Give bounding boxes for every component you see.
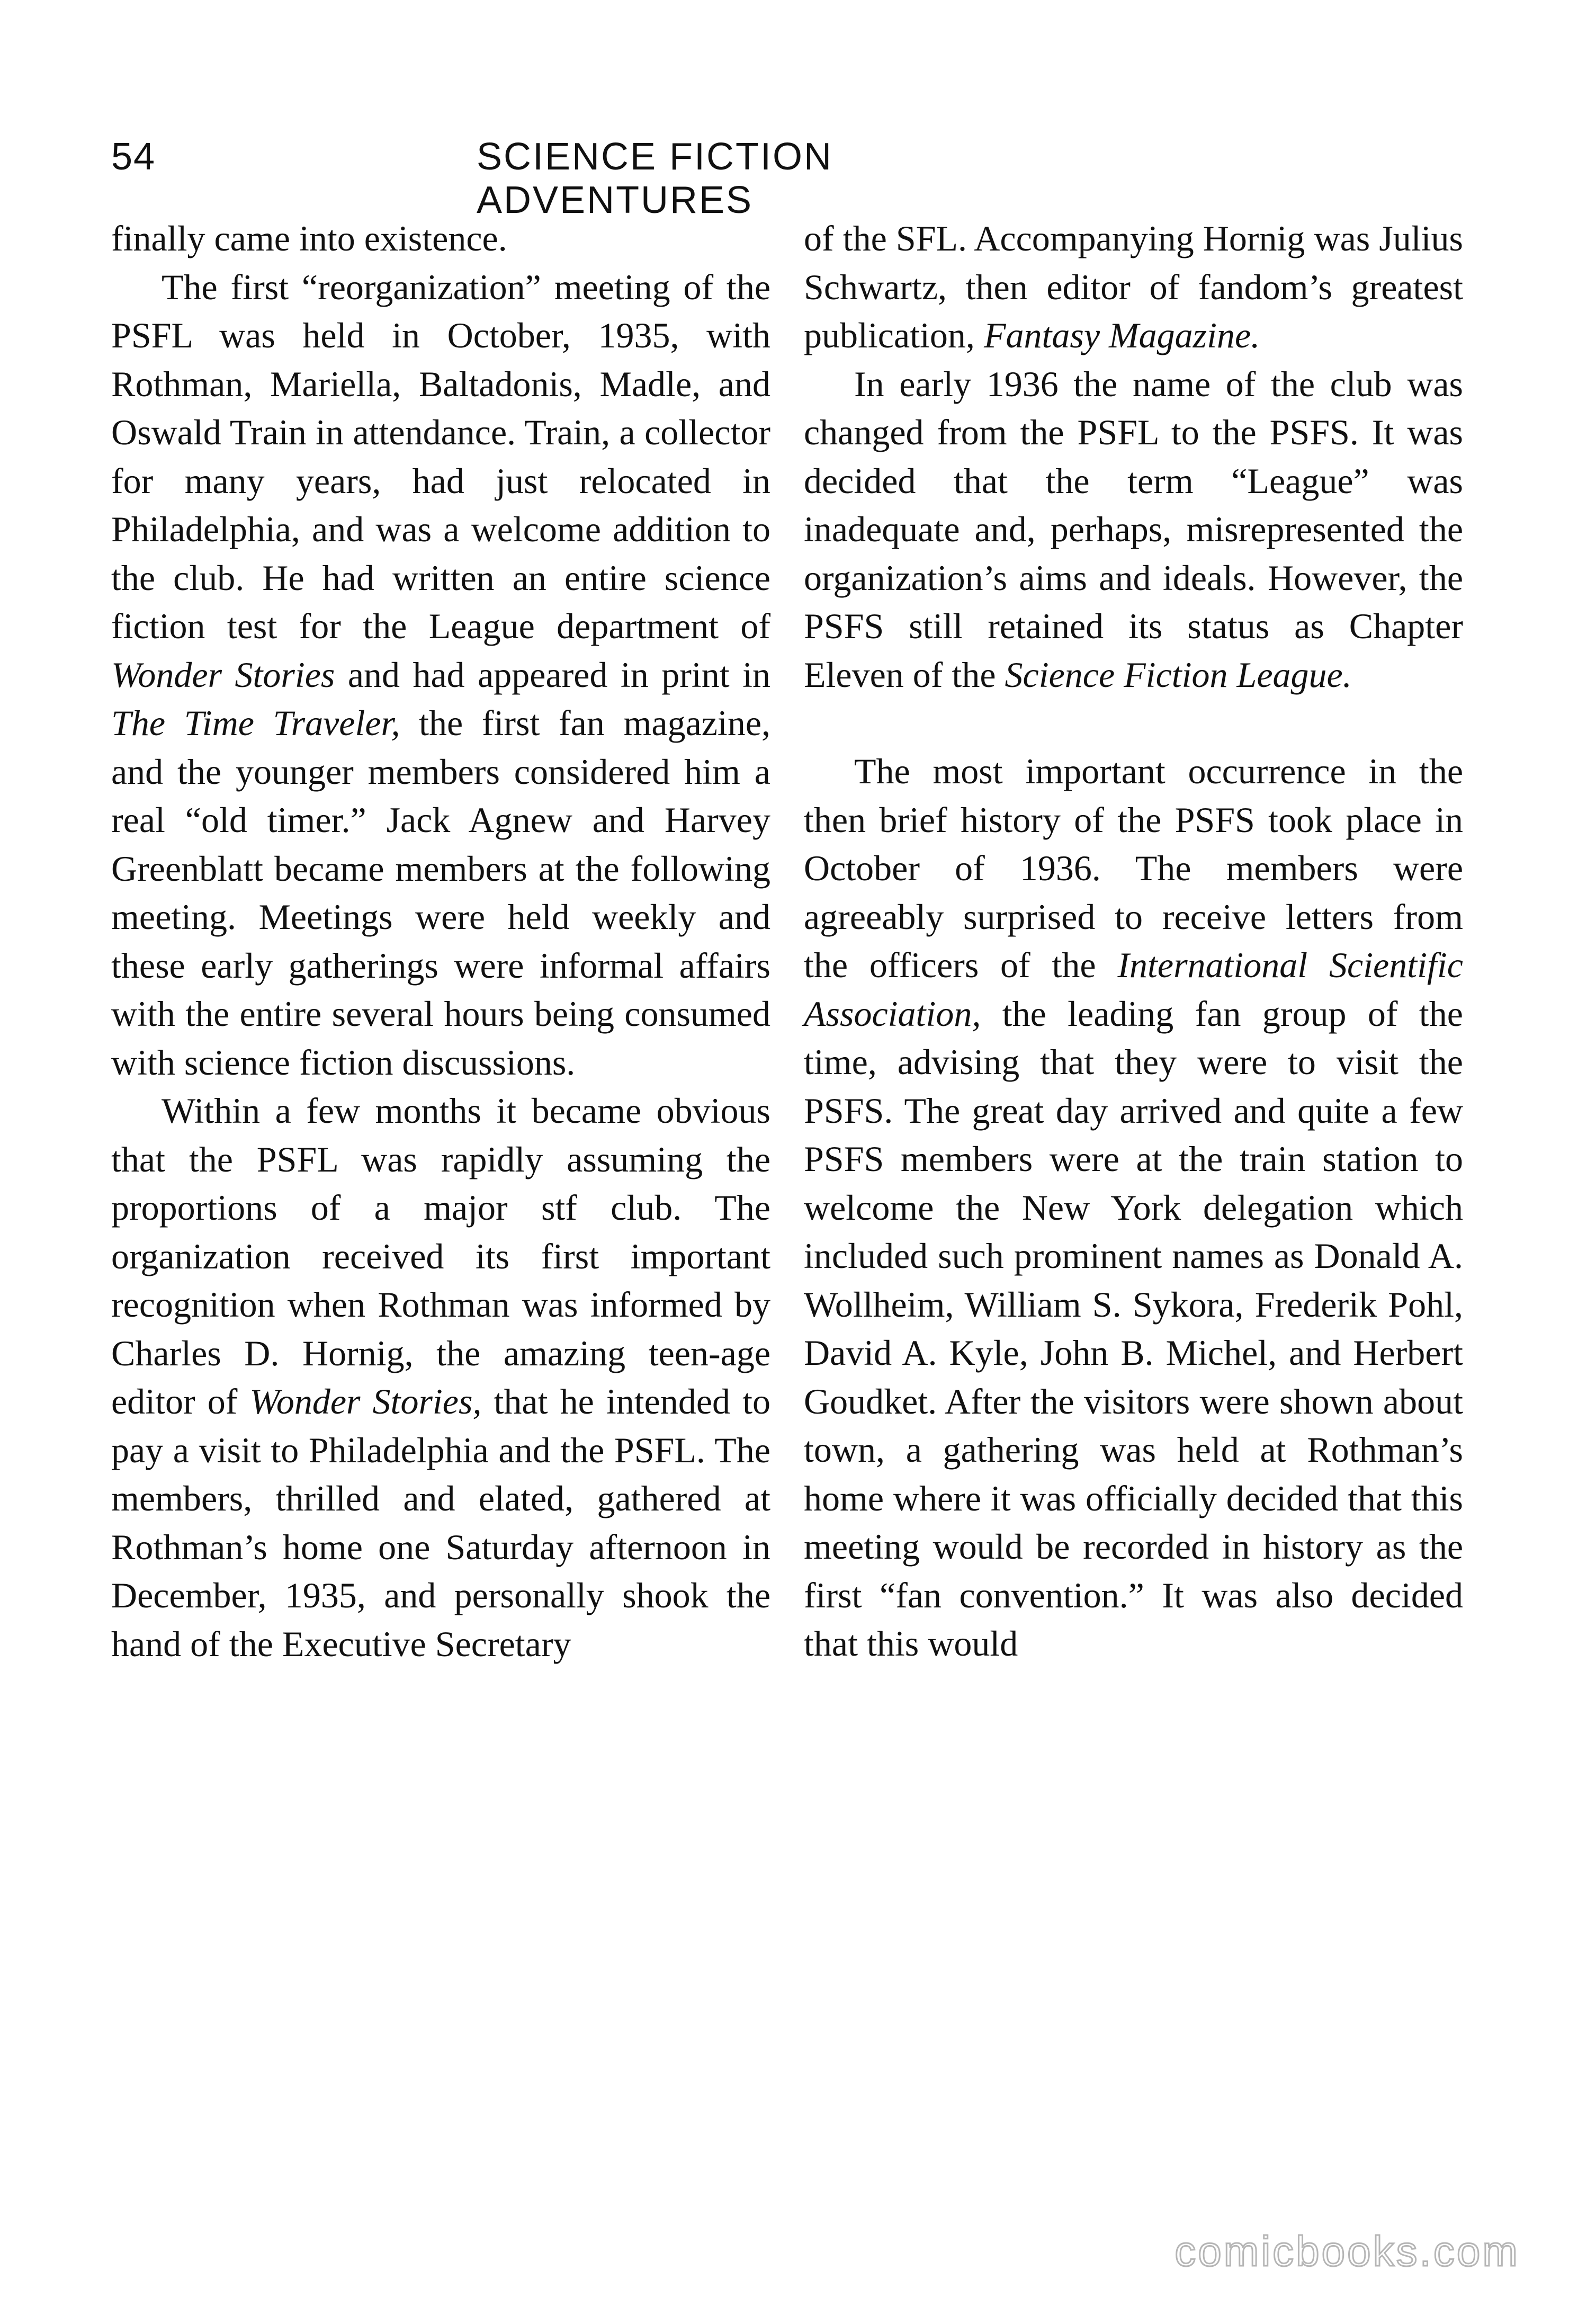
paragraph-recognition	[111, 1087, 770, 1668]
italic-title: The Time Traveler,	[111, 703, 400, 743]
italic-title: Wonder Stories,	[249, 1381, 482, 1422]
paragraph-text: The most important occurrence in the then brief history of the PSFS took place in October of 1936. The members were agreeably surprised to receive letters from the officers of the	[804, 751, 1463, 985]
paragraph-text: finally came into existence.	[111, 218, 507, 258]
paragraph-text: of the SFL. Accompanying Hornig was Julius Schwartz, then editor of fandom’s greatest publication,	[804, 218, 1463, 355]
paragraph-text: Within a few months it became obvious that the PSFL was rapidly assuming the proportions of a major stf club. The organization received its first important recognition when Rothman was informed by Charles D. Hornig, the amazing teen-age editor of	[111, 1091, 770, 1422]
paragraph-text: and had appeared in print in	[335, 654, 770, 695]
italic-title: Science Fiction League.	[1005, 654, 1352, 695]
left-column	[111, 214, 770, 1668]
italic-title: International Scientific Association,	[804, 945, 1463, 1034]
paragraph-text: In early 1936 the name of the club was changed from the PSFL to the PSFS. It was decided that the term “League” was inadequate and, perhaps, misrepresented the organization’s aims and ideals. However, the PSFS still retained its status as Chapter Eleven of the	[804, 363, 1463, 695]
paragraph-text: the leading fan group of the time, advising that they were to visit the PSFS. The great day arrived and quite a few PSFS members were at the train station to welcome the New York delegation which included such prominent names as Donald A. Wollheim, William S. Sykora, Frederik Pohl, David A. Kyle, John B. Michel, and Herbert Goudket. After the visitors were shown about town, a gathering was held at Rothman’s home where it was officially decided that this meeting would be recorded in history as the first “fan convention.” It was also decided that this would	[804, 993, 1463, 1664]
paragraph-continued	[804, 214, 1463, 360]
running-head: SCIENCE FICTION ADVENTURES	[477, 136, 833, 221]
page-number: 54	[111, 136, 156, 178]
page-header	[111, 135, 1096, 221]
paragraph-text: that he intended to pay a visit to Philadelphia and the PSFL. The members, thrilled and elated, gathered at Rothman’s home one Saturday afternoon in December, 1935, and personally shook the hand of the Executive Secretary	[111, 1381, 770, 1664]
paragraph-text: the first fan magazine, and the younger members considered him a real “old timer.” Jack Agnew and Harvey Greenblatt became members at the following meeting. Meetings were held weekly and these early gatherings were informal affairs with the entire several hours being consumed with science fiction discussions.	[111, 703, 771, 1083]
paragraph-first-convention	[804, 747, 1463, 1668]
paragraph-continued	[111, 214, 770, 263]
paragraph-reorganization	[111, 263, 770, 1087]
italic-title: Fantasy Magazine.	[983, 315, 1260, 355]
italic-title: Wonder Stories	[111, 654, 335, 695]
paragraph-name-change	[804, 360, 1463, 700]
right-column	[804, 214, 1463, 1668]
paragraph-text: The first “reorganization” meeting of the PSFL was held in October, 1935, with Rothman, Mariella, Baltadonis, Madle, and Oswald Train in attendance. Train, a collector for many years, had just relocated in Philadelphia, and was a welcome addition to the club. He had written an entire science fiction test for the League department of	[111, 266, 770, 646]
watermark: comicbooks.com	[1174, 2228, 1520, 2275]
